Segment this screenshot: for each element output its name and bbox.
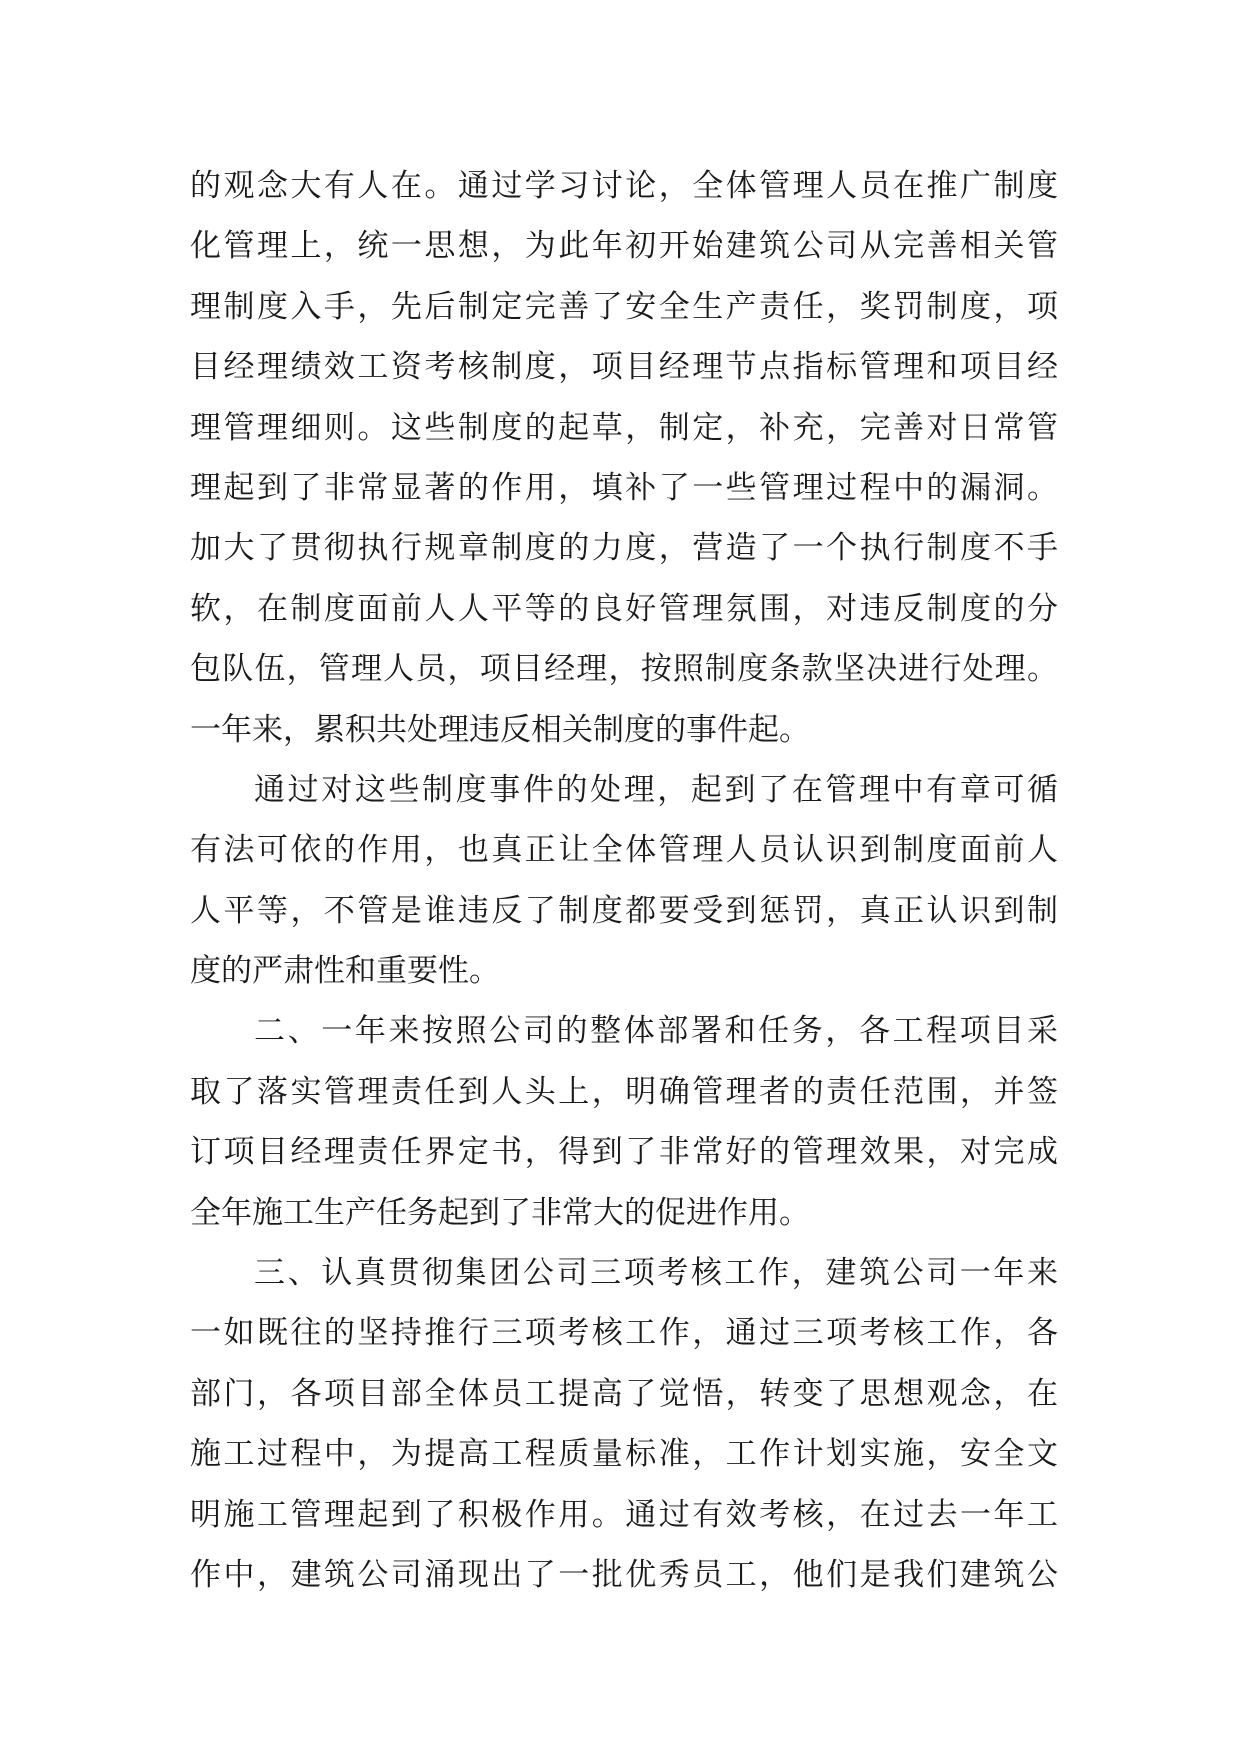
- text-line: 有法可依的作用，也真正让全体管理人员认识到制度面前人: [190, 832, 1058, 869]
- text-line: 理管理细则。这些制度的起草，制定，补充，完善对日常管: [190, 409, 1058, 446]
- text-line: 三、认真贯彻集团公司三项考核工作，建筑公司一年来: [254, 1255, 1058, 1292]
- text-line: 的观念大有人在。通过学习讨论，全体管理人员在推广制度: [190, 168, 1058, 204]
- text-line: 化管理上，统一思想，为此年初开始建筑公司从完善相关管: [190, 228, 1058, 265]
- text-line: 明施工管理起到了积极作用。通过有效考核，在过去一年工: [190, 1496, 1058, 1533]
- body-text: [190, 156, 1058, 1605]
- text-line: 作中，建筑公司涌现出了一批优秀员工，他们是我们建筑公: [190, 1556, 1058, 1593]
- text-line: 部门，各项目部全体员工提高了觉悟，转变了思想观念，在: [190, 1375, 1058, 1412]
- text-line: 施工过程中，为提高工程质量标准，工作计划实施，安全文: [190, 1436, 1058, 1473]
- text-line: 通过对这些制度事件的处理，起到了在管理中有章可循: [254, 771, 1058, 808]
- text-line: 一年来，累积共处理违反相关制度的事件起。: [190, 711, 810, 748]
- text-line: 加大了贯彻执行规章制度的力度，营造了一个执行制度不手: [190, 530, 1058, 567]
- text-line: 理制度入手，先后制定完善了安全生产责任，奖罚制度，项: [190, 288, 1058, 325]
- text-line: 一如既往的坚持推行三项考核工作，通过三项考核工作，各: [190, 1315, 1058, 1352]
- text-line: 人平等，不管是谁违反了制度都要受到惩罚，真正认识到制: [190, 892, 1058, 929]
- text-line: 理起到了非常显著的作用，填补了一些管理过程中的漏洞。: [190, 469, 1058, 506]
- text-line: 度的严肃性和重要性。: [190, 953, 500, 990]
- text-line: 全年施工生产任务起到了非常大的促进作用。: [190, 1194, 810, 1231]
- text-line: 二、一年来按照公司的整体部署和任务，各工程项目采: [254, 1013, 1058, 1050]
- text-line: 取了落实管理责任到人头上，明确管理者的责任范围，并签: [190, 1073, 1058, 1110]
- text-line: 软，在制度面前人人平等的良好管理氛围，对违反制度的分: [190, 590, 1058, 627]
- text-line: 包队伍，管理人员，项目经理，按照制度条款坚决进行处理。: [190, 651, 1058, 688]
- text-line: 订项目经理责任界定书，得到了非常好的管理效果，对完成: [190, 1134, 1058, 1171]
- text-line: 目经理绩效工资考核制度，项目经理节点指标管理和项目经: [190, 349, 1058, 386]
